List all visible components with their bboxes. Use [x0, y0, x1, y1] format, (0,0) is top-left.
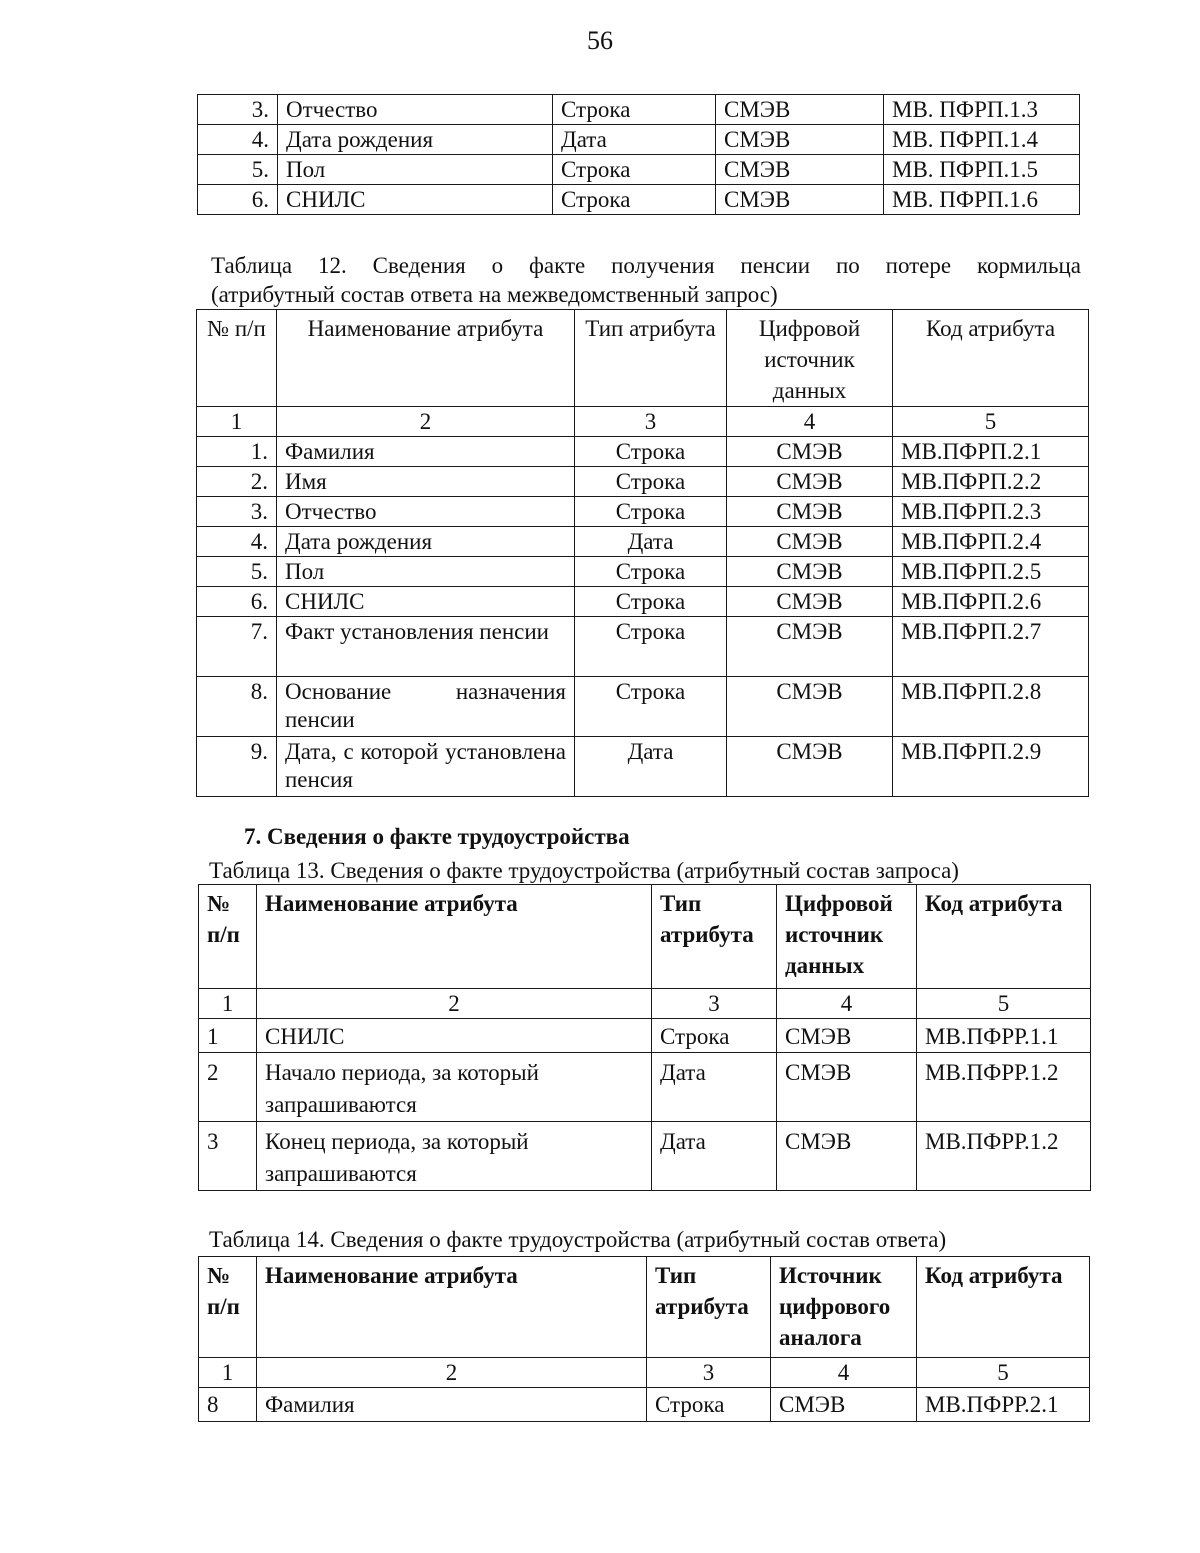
cell-attribute-type: Строка [647, 1388, 771, 1422]
table-row [199, 1122, 1091, 1191]
cell-source: СМЭВ [727, 557, 893, 587]
cell-code: МВ.ПФРП.2.4 [893, 527, 1089, 557]
table-header-row [199, 885, 1091, 989]
header-number: № п/п [199, 1257, 257, 1358]
table12-caption [211, 251, 1081, 309]
table14-caption: Таблица 14. Сведения о факте трудоустройства (атрибутный состав ответа) [209, 1227, 947, 1252]
column-number: 5 [893, 407, 1089, 437]
table-row [199, 1388, 1090, 1422]
header-number: № п/п [199, 885, 257, 989]
cell-code: МВ. ПФРП.1.3 [884, 95, 1080, 125]
table12-caption-line2: (атрибутный состав ответа на межведомственный запрос) [211, 282, 778, 307]
cell-number: 5. [197, 557, 277, 587]
cell-attribute-name: Дата, с которой установлена пенсия [277, 737, 575, 797]
cell-number: 3. [197, 497, 277, 527]
cell-code: МВ. ПФРП.1.6 [884, 185, 1080, 215]
header-attribute-type: Тип атрибута [575, 310, 727, 407]
cell-source: СМЭВ [727, 467, 893, 497]
cell-number: 2. [197, 467, 277, 497]
header-source: Цифровой источник данных [727, 310, 893, 407]
table-row [197, 467, 1089, 497]
column-number: 4 [771, 1358, 917, 1388]
cell-number: 8. [197, 677, 277, 737]
column-number-row [197, 407, 1089, 437]
cell-code: МВ.ПФРП.2.6 [893, 587, 1089, 617]
cell-number: 3 [199, 1122, 257, 1191]
cell-attribute-name: Дата рождения [277, 527, 575, 557]
header-number: № п/п [197, 310, 277, 407]
table12-caption-line1: Таблица 12. Сведения о факте получения пенсии по потере кормильца [211, 253, 1081, 278]
cell-source: СМЭВ [777, 1019, 917, 1053]
cell-attribute-name: СНИЛС [257, 1019, 652, 1053]
cell-attribute-name: Основание назначения пенсии [277, 677, 575, 737]
column-number: 5 [917, 989, 1091, 1019]
table-continuation [197, 94, 1080, 215]
header-source: Источник цифрового аналога [771, 1257, 917, 1358]
column-number: 4 [777, 989, 917, 1019]
header-code: Код атрибута [893, 310, 1089, 407]
column-number: 2 [257, 989, 652, 1019]
cell-number: 9. [197, 737, 277, 797]
cell-source: СМЭВ [716, 185, 884, 215]
table14 [198, 1256, 1090, 1422]
table-row [198, 95, 1080, 125]
cell-source: СМЭВ [727, 587, 893, 617]
column-number: 2 [257, 1358, 647, 1388]
cell-attribute-name: Отчество [278, 95, 553, 125]
table-row [198, 125, 1080, 155]
cell-attribute-type: Дата [652, 1122, 777, 1191]
table12 [196, 309, 1089, 797]
cell-number: 1 [199, 1019, 257, 1053]
cell-attribute-type: Дата [553, 125, 716, 155]
cell-attribute-type: Строка [553, 185, 716, 215]
cell-attribute-type: Строка [652, 1019, 777, 1053]
cell-attribute-type: Строка [575, 617, 727, 677]
header-code: Код атрибута [917, 1257, 1090, 1358]
header-attribute-type: Тип атрибута [647, 1257, 771, 1358]
cell-code: МВ.ПФРР.1.2 [917, 1053, 1091, 1122]
cell-code: МВ.ПФРП.2.5 [893, 557, 1089, 587]
cell-code: МВ.ПФРП.2.3 [893, 497, 1089, 527]
cell-attribute-name: СНИЛС [278, 185, 553, 215]
column-number: 3 [652, 989, 777, 1019]
cell-attribute-name: Имя [277, 467, 575, 497]
cell-code: МВ.ПФРП.2.7 [893, 617, 1089, 677]
column-number-row [199, 1358, 1090, 1388]
section-heading: 7. Сведения о факте трудоустройства [244, 824, 630, 849]
cell-number: 1. [197, 437, 277, 467]
column-number: 1 [199, 989, 257, 1019]
header-code: Код атрибута [917, 885, 1091, 989]
column-number: 3 [575, 407, 727, 437]
cell-code: МВ.ПФРП.2.8 [893, 677, 1089, 737]
table-row [197, 527, 1089, 557]
column-number: 5 [917, 1358, 1090, 1388]
header-attribute-name: Наименование атрибута [277, 310, 575, 407]
cell-number: 2 [199, 1053, 257, 1122]
page-number: 56 [587, 26, 613, 55]
header-attribute-name: Наименование атрибута [257, 1257, 647, 1358]
cell-source: СМЭВ [777, 1122, 917, 1191]
cell-code: МВ.ПФРП.2.9 [893, 737, 1089, 797]
cell-number: 6. [198, 185, 278, 215]
table-row [197, 437, 1089, 467]
cell-number: 6. [197, 587, 277, 617]
table13-caption: Таблица 13. Сведения о факте трудоустройства (атрибутный состав запроса) [209, 858, 959, 883]
header-attribute-name: Наименование атрибута [257, 885, 652, 989]
table-row [199, 1019, 1091, 1053]
table-row [198, 155, 1080, 185]
cell-source: СМЭВ [716, 155, 884, 185]
cell-attribute-name: Дата рождения [278, 125, 553, 155]
cell-attribute-name: Пол [277, 557, 575, 587]
cell-source: СМЭВ [727, 677, 893, 737]
cell-code: МВ.ПФРП.2.1 [893, 437, 1089, 467]
cell-code: МВ. ПФРП.1.5 [884, 155, 1080, 185]
table-row [197, 497, 1089, 527]
cell-attribute-name: СНИЛС [277, 587, 575, 617]
cell-attribute-name: Фамилия [257, 1388, 647, 1422]
cell-source: СМЭВ [727, 737, 893, 797]
cell-source: СМЭВ [727, 497, 893, 527]
cell-attribute-type: Дата [652, 1053, 777, 1122]
cell-code: МВ. ПФРП.1.4 [884, 125, 1080, 155]
cell-source: СМЭВ [716, 95, 884, 125]
table-row [197, 557, 1089, 587]
cell-code: МВ.ПФРР.1.1 [917, 1019, 1091, 1053]
cell-source: СМЭВ [777, 1053, 917, 1122]
column-number: 3 [647, 1358, 771, 1388]
cell-attribute-type: Строка [575, 467, 727, 497]
cell-source: СМЭВ [727, 527, 893, 557]
cell-attribute-type: Строка [575, 437, 727, 467]
cell-code: МВ.ПФРР.2.1 [917, 1388, 1090, 1422]
cell-source: СМЭВ [771, 1388, 917, 1422]
table-header-row [199, 1257, 1090, 1358]
table-row [197, 677, 1089, 737]
table13 [198, 884, 1091, 1191]
table-row [198, 185, 1080, 215]
table-row [197, 737, 1089, 797]
cell-attribute-type: Дата [575, 737, 727, 797]
cell-number: 7. [197, 617, 277, 677]
cell-source: СМЭВ [716, 125, 884, 155]
cell-attribute-name: Конец периода, за который запрашиваются [257, 1122, 652, 1191]
cell-number: 5. [198, 155, 278, 185]
header-attribute-type: Тип атрибута [652, 885, 777, 989]
cell-attribute-type: Строка [575, 677, 727, 737]
cell-number: 8 [199, 1388, 257, 1422]
cell-number: 4. [197, 527, 277, 557]
cell-attribute-name: Отчество [277, 497, 575, 527]
table-row [199, 1053, 1091, 1122]
cell-attribute-name: Начало периода, за который запрашиваются [257, 1053, 652, 1122]
cell-attribute-name: Фамилия [277, 437, 575, 467]
cell-attribute-type: Дата [575, 527, 727, 557]
cell-attribute-type: Строка [575, 497, 727, 527]
cell-code: МВ.ПФРР.1.2 [917, 1122, 1091, 1191]
cell-source: СМЭВ [727, 437, 893, 467]
header-source: Цифровой источник данных [777, 885, 917, 989]
table-row [197, 617, 1089, 677]
cell-attribute-type: Строка [553, 155, 716, 185]
column-number-row [199, 989, 1091, 1019]
column-number: 2 [277, 407, 575, 437]
cell-number: 4. [198, 125, 278, 155]
column-number: 4 [727, 407, 893, 437]
cell-number: 3. [198, 95, 278, 125]
cell-attribute-type: Строка [553, 95, 716, 125]
cell-code: МВ.ПФРП.2.2 [893, 467, 1089, 497]
column-number: 1 [199, 1358, 257, 1388]
cell-attribute-name: Факт установления пенсии [277, 617, 575, 677]
cell-attribute-type: Строка [575, 557, 727, 587]
table-header-row [197, 310, 1089, 407]
table-row [197, 587, 1089, 617]
cell-attribute-name: Пол [278, 155, 553, 185]
column-number: 1 [197, 407, 277, 437]
cell-attribute-type: Строка [575, 587, 727, 617]
cell-source: СМЭВ [727, 617, 893, 677]
